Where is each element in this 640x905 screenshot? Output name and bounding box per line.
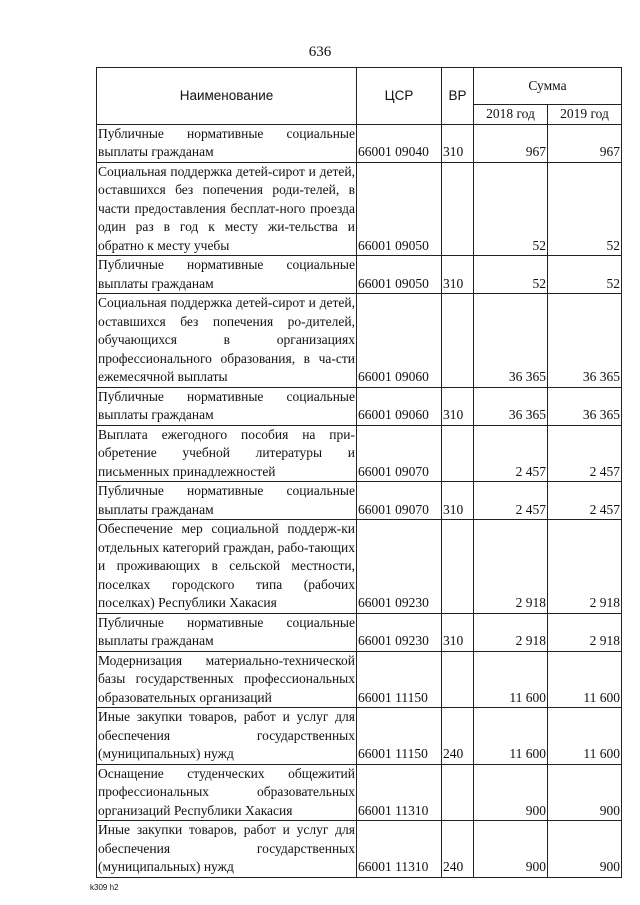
row-sum-2019-cell: 52 (548, 162, 622, 256)
table-row (97, 651, 622, 708)
row-sum-2018-cell: 52 (474, 162, 548, 256)
table-header (97, 68, 622, 125)
row-vr-cell (442, 294, 474, 388)
row-sum-2019-cell: 2 918 (548, 613, 622, 651)
row-csr-cell: 66001 11310 (357, 821, 442, 878)
row-sum-2019-cell: 11 600 (548, 651, 622, 708)
row-name-cell: Публичные нормативные социальные выплаты гражданам (97, 482, 357, 520)
table-row (97, 613, 622, 651)
row-name-cell: Публичные нормативные социальные выплаты гражданам (97, 387, 357, 425)
table-row (97, 162, 622, 256)
header-name: Наименование (97, 68, 357, 125)
row-name-cell: Публичные нормативные социальные выплаты гражданам (97, 256, 357, 294)
row-vr-cell: 240 (442, 821, 474, 878)
table-row (97, 124, 622, 162)
row-sum-2018-cell: 2 918 (474, 613, 548, 651)
row-sum-2018-cell: 52 (474, 256, 548, 294)
row-vr-cell: 310 (442, 387, 474, 425)
row-csr-cell: 66001 09060 (357, 387, 442, 425)
header-vr: ВР (442, 68, 474, 125)
table-row (97, 294, 622, 388)
row-sum-2018-cell: 36 365 (474, 387, 548, 425)
row-sum-2019-cell: 11 600 (548, 708, 622, 765)
row-name-cell: Модернизация материально-технической базы государственных профессиональных образовательных организаций (97, 651, 357, 708)
row-name-cell: Публичные нормативные социальные выплаты гражданам (97, 613, 357, 651)
row-name-cell: Оснащение студенческих общежитий профессиональных образовательных организаций Республики Хакасия (97, 764, 357, 821)
row-sum-2019-cell: 967 (548, 124, 622, 162)
row-sum-2018-cell: 967 (474, 124, 548, 162)
row-vr-cell: 310 (442, 124, 474, 162)
row-csr-cell: 66001 09060 (357, 294, 442, 388)
header-year-2018: 2018 год (474, 105, 548, 125)
row-csr-cell: 66001 09230 (357, 613, 442, 651)
row-csr-cell: 66001 09050 (357, 162, 442, 256)
row-vr-cell (442, 651, 474, 708)
row-csr-cell: 66001 09040 (357, 124, 442, 162)
row-name-cell: Социальная поддержка детей-сирот и детей, оставшихся без попечения роди-телей, в части предоставления бесплат-ного проезда один раз в год к месту жи-тельства и обратно к месту учебы (97, 162, 357, 256)
header-csr: ЦСР (357, 68, 442, 125)
row-sum-2018-cell: 2 457 (474, 425, 548, 482)
row-name-cell: Социальная поддержка детей-сирот и детей, оставшихся без попечения ро-дителей, обучающихся в организациях профессионального образования, в ча-сти ежемесячной выплаты (97, 294, 357, 388)
row-sum-2018-cell: 900 (474, 821, 548, 878)
row-vr-cell (442, 425, 474, 482)
row-vr-cell: 310 (442, 256, 474, 294)
row-sum-2019-cell: 2 457 (548, 425, 622, 482)
row-name-cell: Иные закупки товаров, работ и услуг для обеспечения государственных (муниципальных) нужд (97, 821, 357, 878)
table-row (97, 387, 622, 425)
row-csr-cell: 66001 11310 (357, 764, 442, 821)
footer-code: k309 h2 (90, 883, 119, 892)
budget-table (96, 67, 622, 878)
row-sum-2018-cell: 11 600 (474, 651, 548, 708)
row-csr-cell: 66001 09070 (357, 482, 442, 520)
row-name-cell: Иные закупки товаров, работ и услуг для обеспечения государственных (муниципальных) нужд (97, 708, 357, 765)
row-name-cell: Выплата ежегодного пособия на при-обретение учебной литературы и письменных принадлежностей (97, 425, 357, 482)
table-row (97, 482, 622, 520)
table-row (97, 256, 622, 294)
row-sum-2018-cell: 36 365 (474, 294, 548, 388)
table-row (97, 425, 622, 482)
row-name-cell: Публичные нормативные социальные выплаты гражданам (97, 124, 357, 162)
row-sum-2019-cell: 900 (548, 764, 622, 821)
table-body (97, 124, 622, 877)
row-vr-cell: 310 (442, 613, 474, 651)
table-row (97, 764, 622, 821)
row-sum-2019-cell: 2 918 (548, 520, 622, 614)
row-name-cell: Обеспечение мер социальной поддерж-ки отдельных категорий граждан, рабо-тающих и проживающих в сельской местности, поселках городского типа (рабочих поселках) Республики Хакасия (97, 520, 357, 614)
row-csr-cell: 66001 09070 (357, 425, 442, 482)
row-vr-cell (442, 764, 474, 821)
header-sum: Сумма (474, 68, 622, 105)
row-vr-cell: 240 (442, 708, 474, 765)
row-sum-2018-cell: 2 457 (474, 482, 548, 520)
row-sum-2019-cell: 2 457 (548, 482, 622, 520)
row-sum-2018-cell: 11 600 (474, 708, 548, 765)
row-sum-2019-cell: 36 365 (548, 294, 622, 388)
page-number: 636 (308, 44, 332, 60)
table-row (97, 708, 622, 765)
row-csr-cell: 66001 11150 (357, 651, 442, 708)
table-row (97, 821, 622, 878)
row-csr-cell: 66001 09050 (357, 256, 442, 294)
row-vr-cell (442, 162, 474, 256)
row-sum-2019-cell: 900 (548, 821, 622, 878)
row-sum-2019-cell: 52 (548, 256, 622, 294)
row-vr-cell: 310 (442, 482, 474, 520)
row-sum-2018-cell: 900 (474, 764, 548, 821)
row-sum-2018-cell: 2 918 (474, 520, 548, 614)
row-vr-cell (442, 520, 474, 614)
row-sum-2019-cell: 36 365 (548, 387, 622, 425)
header-year-2019: 2019 год (548, 105, 622, 125)
row-csr-cell: 66001 09230 (357, 520, 442, 614)
table-row (97, 520, 622, 614)
header-row-top (97, 68, 622, 105)
row-csr-cell: 66001 11150 (357, 708, 442, 765)
